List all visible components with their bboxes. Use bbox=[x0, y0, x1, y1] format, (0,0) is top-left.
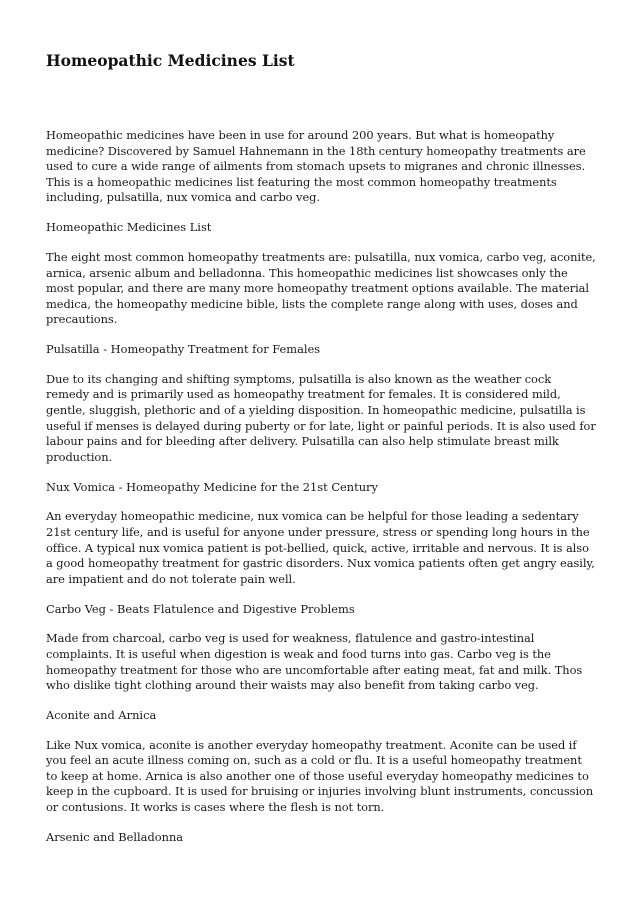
section-heading-medicines-list: Homeopathic Medicines List bbox=[46, 220, 212, 235]
section-heading-nux-vomica: Nux Vomica - Homeopathy Medicine for the 21st Century bbox=[46, 479, 378, 494]
section-heading-arsenic-belladonna: Arsenic and Belladonna bbox=[46, 829, 184, 844]
document-body bbox=[46, 128, 596, 860]
medicines-list-paragraph: The eight most common homeopathy treatments are: pulsatilla, nux vomica, carbo veg, aconite, arnica, arsenic album and belladonna. This homeopathic medicines list showcases only the most popular, and there are many more homeopathy treatment options available. The material medica, the homeopathy medicine bible, lists the complete range along with uses, doses and precautions. bbox=[46, 249, 596, 327]
section-heading-pulsatilla: Pulsatilla - Homeopathy Treatment for Females bbox=[46, 342, 321, 357]
pulsatilla-paragraph: Due to its changing and shifting symptoms, pulsatilla is also known as the weather cock remedy and is primarily used as homeopathy treatment for females. It is considered mild, gentle, sluggish, plethoric and of a yielding disposition. In homeopathic medicine, pulsatilla is useful if menses is delayed during puberty or for late, light or painful periods. It is also used for labour pains and for bleeding after delivery. Pulsatilla can also help stimulate breast milk production. bbox=[46, 371, 596, 464]
section-heading-aconite-arnica: Aconite and Arnica bbox=[46, 707, 157, 722]
intro-paragraph: Homeopathic medicines have been in use for around 200 years. But what is homeopathy medicine? Discovered by Samuel Hahnemann in the 18th century homeopathy treatments are used to cure a wide range of ailments from stomach upsets to migranes and chronic illnesses. This is a homeopathic medicines list featuring the most common homeopathy treatments including, pulsatilla, nux vomica and carbo veg. bbox=[46, 128, 586, 205]
aconite-arnica-paragraph: Like Nux vomica, aconite is another everyday homeopathy treatment. Aconite can be used if you feel an acute illness coming on, such as a cold or flu. It is a useful homeopathy treatment to keep at home. Arnica is also another one of those useful everyday homeopathy medicines to keep in the cupboard. It is used for bruising or injuries involving blunt instruments, concussion or contusions. It works is cases where the flesh is not torn. bbox=[46, 737, 594, 815]
nux-vomica-paragraph: An everyday homeopathic medicine, nux vomica can be helpful for those leading a sedentary 21st century life, and is useful for anyone under pressure, stress or spending long hours in the office. A typical nux vomica patient is pot-bellied, quick, active, irritable and nervous. It is also a good homeopathy treatment for gastric disorders. Nux vomica patients often get angry easily, are impatient and do not tolerate pain well. bbox=[46, 509, 595, 586]
section-heading-carbo-veg: Carbo Veg - Beats Flatulence and Digestive Problems bbox=[46, 601, 355, 616]
document-title: Homeopathic Medicines List bbox=[46, 51, 295, 70]
carbo-veg-paragraph: Made from charcoal, carbo veg is used for weakness, flatulence and gastro-intestinal complaints. It is useful when digestion is weak and food turns into gas. Carbo veg is the homeopathy treatment for those who are uncomfortable after eating meat, fat and milk. Thos who dislike tight clothing around their waists may also benefit from taking carbo veg. bbox=[46, 631, 583, 693]
